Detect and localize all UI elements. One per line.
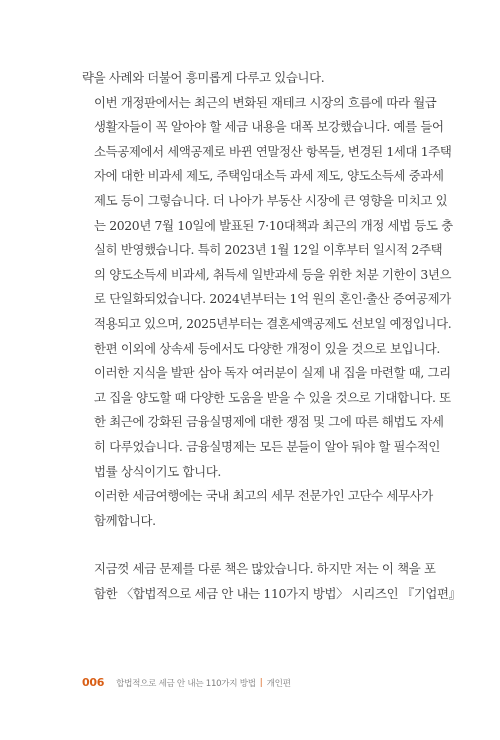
text-line: 략을 사례와 더불어 흥미롭게 다루고 있습니다. — [82, 70, 325, 85]
text-line: 이러한 세금여행에는 국내 최고의 세무 전문가인 고단수 세무사가 — [94, 488, 433, 504]
running-title: 합법적으로 세금 안 내는 110가지 방법 — [116, 678, 256, 689]
text-line: 는 2020년 7월 10일에 발표된 7·10대책과 최근의 개정 세법 등도 충 — [94, 217, 453, 233]
text-line: 함께합니다. — [94, 512, 156, 528]
text-line: 제도 등이 그렇습니다. 더 나아가 부동산 시장에 큰 영향을 미치고 있 — [94, 192, 448, 208]
text-line: 소득공제에서 세액공제로 바뀐 연말정산 항목들, 변경된 1세대 1주택 — [94, 143, 452, 159]
text-line: 한편 이외에 상속세 등에서도 다양한 개정이 있을 것으로 보입니다. — [94, 340, 441, 356]
text-line: 실히 반영했습니다. 특히 2023년 1월 12일 이후부터 일시적 2주택 — [94, 242, 443, 258]
text-line: 고 집을 양도할 때 다양한 도움을 받을 수 있을 것으로 기대합니다. 또 — [94, 389, 451, 405]
text-line: 생활자들이 꼭 알아야 할 세금 내용을 대폭 보강했습니다. 예를 들어 — [94, 119, 444, 135]
text-line: 이번 개정판에서는 최근의 변화된 재테크 시장의 흐름에 따라 월급 — [94, 94, 437, 110]
text-line: 자에 대한 비과세 제도, 주택임대소득 과세 제도, 양도소득세 중과세 — [94, 168, 444, 184]
paragraph-spacer — [82, 533, 422, 557]
paragraph-revision-summary — [82, 91, 453, 485]
paragraph-series-intro — [82, 557, 461, 606]
paragraph-continued — [82, 66, 422, 91]
text-line: 히 다루었습니다. 금융실명제는 모든 분들이 알아 둬야 할 필수적인 — [94, 438, 441, 454]
body-text — [82, 66, 461, 606]
text-line: 의 양도소득세 비과세, 취득세 일반과세 등을 위한 처분 기한이 3년으 — [94, 266, 452, 282]
text-line: 함한 〈합법적으로 세금 안 내는 110가지 방법〉 시리즈인 『기업편』 — [94, 585, 461, 601]
text-line: 로 단일화되었습니다. 2024년부터는 1억 원의 혼인·출산 증여공제가 — [94, 291, 451, 307]
text-line: 지금껏 세금 문제를 다룬 책은 많았습니다. 하지만 저는 이 책을 포 — [94, 561, 436, 577]
page-number: 006 — [82, 676, 105, 689]
text-line: 적용되고 있으며, 2025년부터는 결혼세액공제도 선보일 예정입니다. — [94, 315, 452, 331]
text-line: 법률 상식이기도 합니다. — [94, 463, 221, 479]
page-footer — [82, 676, 291, 689]
paragraph-guide-intro — [82, 484, 433, 533]
footer-separator: | — [259, 677, 263, 688]
text-line: 한 최근에 강화된 금융실명제에 대한 쟁점 및 그에 따른 해법도 자세 — [94, 414, 444, 430]
text-line: 이러한 지식을 발판 삼아 독자 여러분이 실제 내 집을 마련할 때, 그리 — [94, 365, 451, 381]
edition-label: 개인편 — [266, 678, 291, 689]
